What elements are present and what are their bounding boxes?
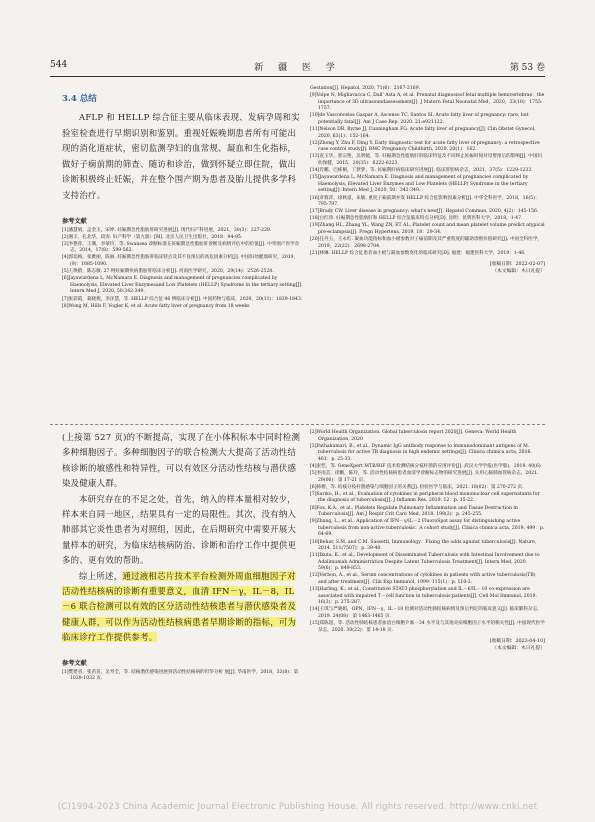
reference-item: [14]王琪与严晓娟，OPN，IFN－γ，IL－10 检测对活动性肺结核病情及预后判定的临床意义[J]. 临床肺科杂志，2019. 24(08)：第 1463-1465 页. xyxy=(310,607,542,620)
reference-item: [12]Verbon, A., et al., Serum concentrations of cytokines in patients with active tuberculosis(TB) and after treatment[J]. Clin Exp Immunol, 1999. 115(1)：p. 110-3. xyxy=(310,573,536,586)
reference-item: [3]Pathakumari, B., et al., Dynamic IgG antibody response to immunodominant antigens of M. tuberculosis for active TB diagnosis in high endemic settings[J]. Clinica chimica acta, 2016. 461：p. 25-33. xyxy=(310,443,532,462)
references-list-left xyxy=(62,228,304,311)
reference-item: [2]World Health Organization. Global tuberculosis report 2020[J]. Geneva: World Health Organization, 2020 xyxy=(310,430,517,442)
reference-item: [7]Sarıko, H., et al., Evaluation of cytokines in peripheral blood mononuclear cell supernatants for the diagnosis of tuberculosis[J]. J Inflamm Res, 2019. 12：p. 15-22. xyxy=(310,491,540,504)
top-right-column xyxy=(310,86,545,274)
conclusion-paragraph xyxy=(62,569,302,646)
bottom-right-column xyxy=(310,430,545,651)
continuation-paragraph: (上接第 527 页)的不断提高，实现了在小体积标本中同时检测多种细胞因子。多种细胞因子的联合检测大大提高了活动性结核诊断的敏感性和特异性，可以有效区分活动性结核与潜伏感染及健康人群。 xyxy=(62,432,301,489)
section-title: 3.4 总结 xyxy=(62,94,97,104)
reference-item: [10]de Vasconcelos Gaspar A, Ascenso TC, Santos SI. Acute fatty liver of pregnancy: rare, but potentially fatal[J]. Am J Case Rep. 2020. 21:e921122. xyxy=(310,113,529,125)
references-heading-2: 参考文献 xyxy=(62,659,87,667)
reference-item: [5]王焕蔚，陈志敏. 27 例妊娠期疾病脂肪肝临床分析[J]. 河南医学研究，2020，29(14)：2526-2528. xyxy=(62,269,274,275)
reference-item: [9]Volpe N, Migliavacca C, Dall' Asta A, et al. Prenatal diagnosisof fetal multiple hemivertebrae：the importance of 3D ultrasoundassessment[J]. J Matern Fetal Neonatal Med，2020，33(10)：1755-1757. xyxy=(310,93,545,112)
volume-label: 第 53 卷 xyxy=(509,63,545,73)
reference-item: [4]郭琰梅，张雅丽，陈丽. 妊娠期急性脂肪肝临床特点及其不良预后的高危因素分析[J]. 中国妇幼健康研究，2019，(9)：1085-1090. xyxy=(62,255,299,268)
reference-item: [1]樊建省，张苗苗，吴寿全，等. 结核潜伏感染进展到活动性结核病的坦华分析 展[J]. 华南医学，2018，33(8)：第 1028-1032 页. xyxy=(62,669,299,682)
reference-item: [3]李艳萍，王珊，李蒙玲，等. Swansea 诊断标准在妊娠期急性脂肪肝诊断及病情评估中的价值[J]. 中华围产医学杂志，2014，17(8)：599-562. xyxy=(62,241,300,254)
bottom-left-column xyxy=(62,430,302,683)
reference-item: [9]Zhang, L., et al., Application of IFN－γ/IL－2 FluoroSpot assay for distinguishing active tuberculosis from non-active tuberculosis：A cohort study[J]. Clinica chimica acta, 2019. 499：p. 64-69. xyxy=(310,519,545,538)
reference-item: Gestation[J]. Hepatol, 2020, 71(6)：2167-2169. xyxy=(310,86,421,91)
reference-item: [1]潘慧娟，孟金玉，宋坤. 妊娠期急性脂肪肝研究进展[J]. 现代妇产科进展，2021，30(3)：227-229. xyxy=(62,227,272,233)
reference-item: [14]肖鹏，巴栋桐，丁梦梦，等. 妊娠期肝病临床研究进展[J]. 临床肝胆病杂志，2021，37(5)：1229-1232. xyxy=(310,168,533,174)
page-number: 544 xyxy=(50,60,68,70)
editor-note-2: （本文编辑：木日礼提） xyxy=(492,646,545,652)
limitations-paragraph: 本研究存在的不足之处，首先，纳入的样本量相对较少，样本来自同一地区，结果具有一定的局限性。其次，没有纳入肺部其它炎性患者为对照组，因此，在后期研究中需要开展大量样本的研究，为临床结核病防治、诊断和治疗工作中提供更多的、更有效的帮助。 xyxy=(62,493,297,566)
editor-note: （本文编辑：木日礼提） xyxy=(492,269,545,275)
reference-item: [13]袁玉华，郭宗艳，吴明媛，等. 妊娠期急性脂肪肝的临床特征及不同终止妊娠时间对母婴预后的影响[J]. 中国妇幼保健，2015，20(35)：6222-6223. xyxy=(310,154,543,167)
references-list-right-2 xyxy=(310,430,545,634)
reference-item: [16]章蓉萍，徐秋道，朱敏. 重度子痫前期并发 HELLP 综合征影响因素分析[J]. 中华全科医学，2018，16(5)：795-797. xyxy=(310,195,540,208)
reference-item: [19]Zhang HL, Zhang YL, Wang ZN, ET AL. Platelet count and mean platelet volume predict atypical pre-eclampsia[J]. Pregn Hypertens, 2019, 18：29-34. xyxy=(310,223,545,235)
reference-item: [5]李雨芸，徐鹏，陈玲，等. 活动性结核病患者血清学诊断标志物的研究进展[J]. 实用心脑肺血管病杂志，2021. 29(06)：第 17-21 页. xyxy=(310,471,539,483)
reference-item: [21]林琳. HELLP 综合征患者血小板与凝血参数变化的临床研究[D]. 福建：福建医科大学，2019：1-46. xyxy=(310,250,526,256)
reference-item: [2]谢辛，孔北华，段涛. 妇产科学（第九版）[M]. 北京人民卫生出版社，2018：94-95. xyxy=(62,234,243,240)
references-list-right xyxy=(310,86,545,257)
conclusion-lead: 综上所述， xyxy=(79,570,123,581)
journal-name: 新 疆 医 学 xyxy=(254,63,341,73)
article-separator xyxy=(50,424,545,425)
copyright-footer: (C)1994-2023 China Academic Journal Electronic Publishing House. All rights reserved. http://www.cnki.net xyxy=(57,802,538,812)
reference-item: [17]Brady CW. Liver disease in pregnancy: what's new[J]. Hepatol Commun, 2020, 4(2)：145-156. xyxy=(310,209,539,215)
reference-item: [11]Nelson DB, Byrne JJ, Cunningham FG. Acute fatty liver of pregnancy[J]. Clin Obstet Gynecol, 2020, 63(1)：152-164. xyxy=(310,127,536,139)
summary-paragraph: AFLP 和 HELLP 综合征主要从临床表现、发病孕周和实验室检查进行早期识别和鉴别。重视妊娠晚期患者所有可能出现的消化道症状，密切监测孕妇的血常规、凝血和生化指标，做好子痫前期的筛查、随访和诊治，做到怀疑立即住院，做出诊断积极终止妊娠，并在整个围产期为患者及胎儿提供多学科支持治疗。 xyxy=(62,112,300,200)
reference-item: [12]Zhong Y, Zhu F, Ding Y. Early diagnostic test for acute fatty liver of pregnancy: a retrospective case control study[J]. BMC Pregnancy Childbirth, 2020, 20(1)：162. xyxy=(310,140,540,153)
reference-item: [8]Wong M, Hills F, Vogler K, et al. Acute fatty liver of pregnancy from 18 weeks xyxy=(62,303,250,309)
reference-item: [15]Jayawardena L, McNamara E. Diagnosis and management of pregnancies complicated by Haemolysis, Elevated Liver Enzymes and Low Platelets (HELLP) Syndrome in the tertiary setting[J]. Intern Med J, 2020, 50：342-349. xyxy=(310,175,529,194)
received-date-2: [收稿日期：2023-04-10] xyxy=(489,639,545,645)
references-list-left-2 xyxy=(62,670,302,683)
reference-item: [7]张彩霞，葛晓燕，李泽慧，等. HELLP 综合征 46 例临床分析[J]. 中国药物与临床，2020，20(11)：1839-1843. xyxy=(62,296,303,302)
reference-item: [11]Ikuta, K., et al., Development of Disseminated Tuberculosis with Intestinal Involvement due to Adalimumab Administration Despite Latent Tuberculosis Treatment[J]. Intern Med, 2020. 59(6)：p. 849-853. xyxy=(310,553,540,572)
reference-item: [4]张恺，等. GeneXpert MTB/RIF 技术检测结核分枝杆菌的应用评价[J]. 武汉大学学报(医学版)，2019. 40(6). xyxy=(310,463,543,469)
reference-item: [15]郑陈超，等. 活动性肺结核患者血清白细胞介素－34 水平及与其他炎症细胞因子水平的相关性[J]. 中国现代医学杂志，2020. 30(22)：第 14-18 页. xyxy=(310,621,545,633)
top-left-column xyxy=(62,92,304,311)
highlighted-conclusion: 通过液相芯片技术平台检测外周血细胞因子对活动性结核病的诊断有重要意义，血清 IFN－γ，IL－8，IL－6 联合检测可以有效的区分活动性结核患者与潜伏感染者及健康人群，可以作为活动性结核病患者早期诊断的指标，可为临床诊疗工作提供参考。 xyxy=(62,570,297,643)
reference-item: [10]Behar, S.M. and C.M. Sassetti, Immunology：Fixing the odds against tuberculosis[J]. Nature, 2014. 511(7507)：p. 39-40. xyxy=(310,539,537,552)
reference-item: [6]韩榕，等. 结核分枝杆菌感染与细胞因子的关系[J]. 检验医学与临床，2021. 18(02)：第 270-272 页. xyxy=(310,484,524,490)
references-heading: 参考文献 xyxy=(62,217,87,225)
received-date: [收稿日期：2022-02-07] xyxy=(489,262,545,268)
reference-item: [20]任丹玉，王永红. 凝血功能指标和血小板参数对子痫前期及其严重程度的辅助诊断价值研究[J]. 中国全科医学，2019，22(22)：2698-2704. xyxy=(310,237,543,249)
header-rule xyxy=(50,76,545,77)
reference-item: [6]Jayawardena L, McNamara E. Diagnosis and management of pregnancies complicated by Haemolysis, Elevated Liver Enzymesand Low Platelets (HELLP) Syndrome in the tertiary setting[J]. Intern Med J, 2020, 50:342-349. xyxy=(62,276,303,295)
reference-item: [18]白红珍. 妊娠期急性脂肪肝和 HELLP 综合征临床特点分析[D]. 昆明：昆明医科大学，2018，1-47. xyxy=(310,216,523,222)
reference-item: [8]Fox, K.A., et al., Platelets Regulate Pulmonary Inflammation and Tissue Destruction in Tuberculosis[J]. Am J Respir Crit Care Med, 2018. 198(2)：p. 245-255. xyxy=(310,505,518,518)
reference-item: [13]Harling, K., et al., Constitutive STAT3 phosphorylation and IL－6/IL－10 co-expression are associated with impaired T－cell function in tuberculosis patients[J]. Cell Mol Immunol, 2019. 16(3)：p. 275-287. xyxy=(310,587,537,606)
